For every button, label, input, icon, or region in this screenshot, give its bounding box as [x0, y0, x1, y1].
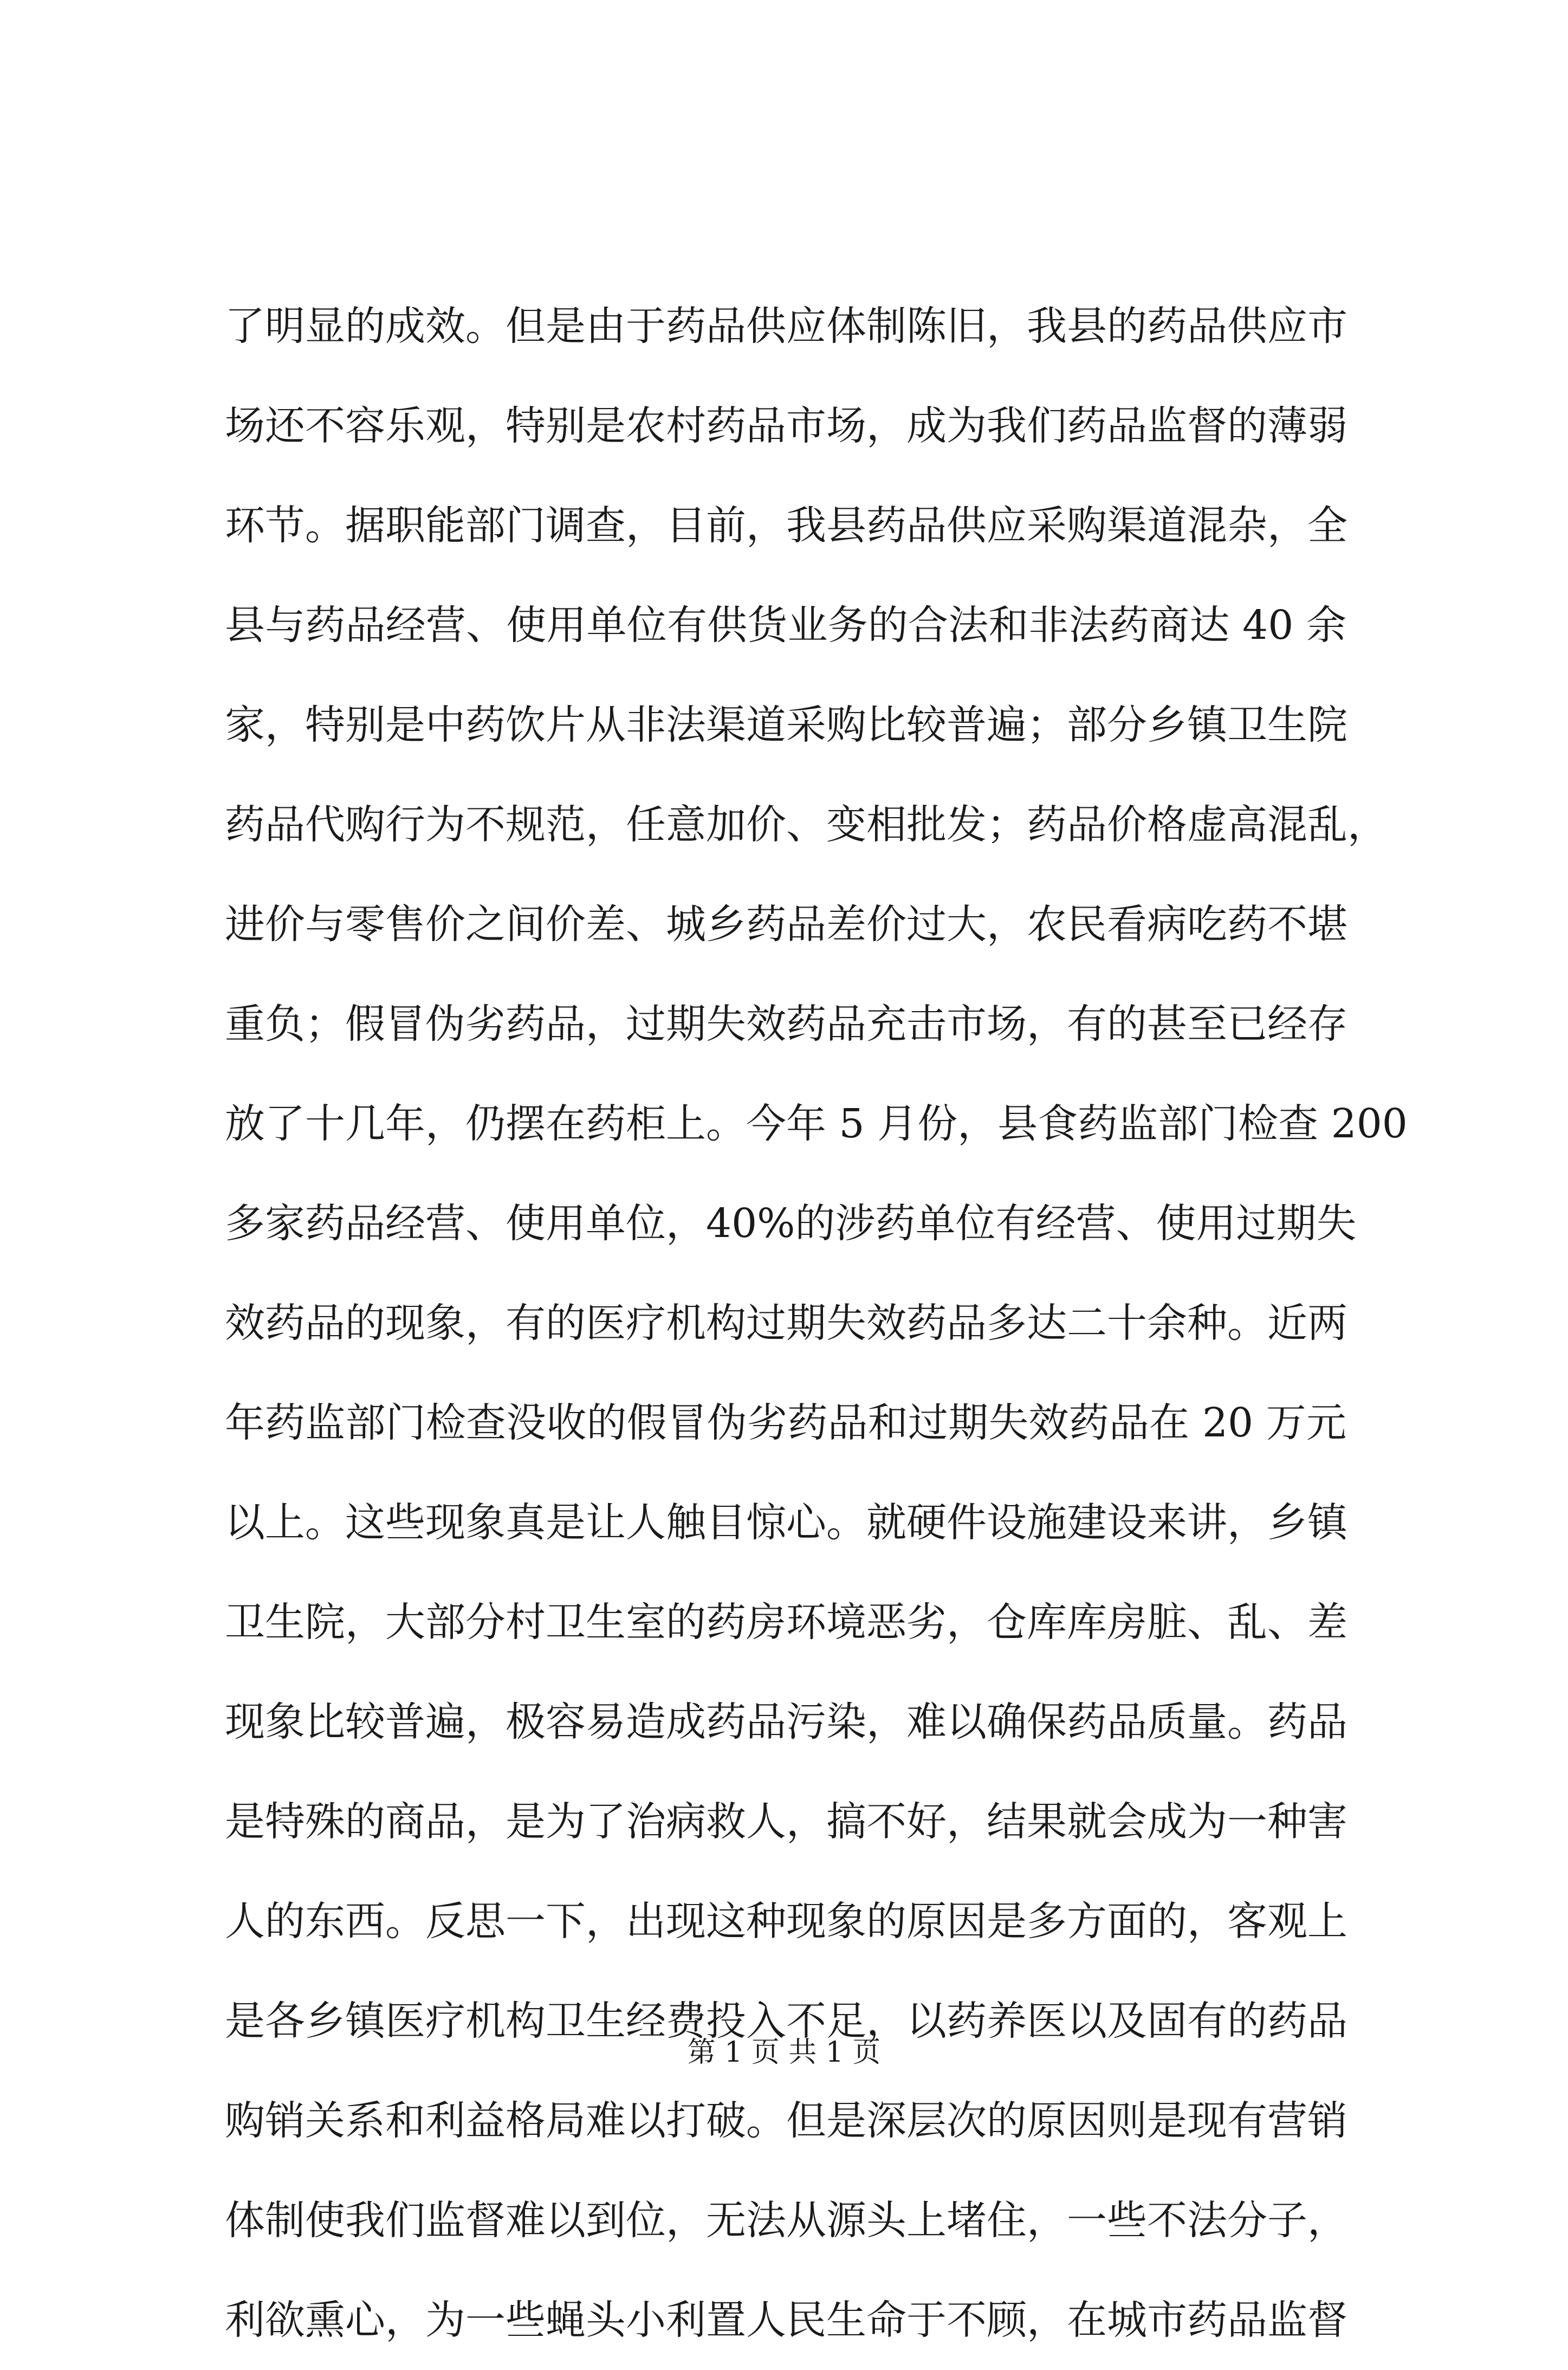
text-line: 购销关系和利益格局难以打破。但是深层次的原因则是现有营销	[225, 2097, 1347, 2144]
text-line: 是各乡镇医疗机构卫生经费投入不足，以药养医以及固有的药品	[225, 1998, 1347, 2044]
text-line: 家，特别是中药饮片从非法渠道采购比较普遍；部分乡镇卫生院	[225, 702, 1347, 748]
text-line: 重负；假冒伪劣药品，过期失效药品充击市场，有的甚至已经存	[225, 1001, 1347, 1047]
text-line: 环节。据职能部门调查，目前，我县药品供应采购渠道混杂，全	[225, 502, 1347, 549]
text-line: 是特殊的商品，是为了治病救人，搞不好，结果就会成为一种害	[225, 1798, 1347, 1845]
text-line: 年药监部门检查没收的假冒伪劣药品和过期失效药品在 20 万元	[225, 1400, 1346, 1446]
text-line: 卫生院，大部分村卫生室的药房环境恶劣，仓库库房脏、乱、差	[225, 1599, 1347, 1646]
text-line: 场还不容乐观，特别是农村药品市场，成为我们药品监督的薄弱	[225, 403, 1347, 449]
text-line: 了明显的成效。但是由于药品供应体制陈旧，我县的药品供应市	[225, 303, 1347, 349]
text-line: 多家药品经营、使用单位，40%的涉药单位有经营、使用过期失	[225, 1200, 1357, 1247]
text-line: 进价与零售价之间价差、城乡药品差价过大，农民看病吃药不堪	[225, 901, 1347, 948]
text-line: 效药品的现象，有的医疗机构过期失效药品多达二十余种。近两	[225, 1300, 1347, 1346]
text-line: 以上。这些现象真是让人触目惊心。就硬件设施建设来讲，乡镇	[225, 1499, 1347, 1546]
text-line: 人的东西。反思一下，出现这种现象的原因是多方面的，客观上	[225, 1898, 1347, 1945]
text-line: 体制使我们监督难以到位，无法从源头上堵住，一些不法分子，	[225, 2197, 1347, 2244]
text-line: 县与药品经营、使用单位有供货业务的合法和非法药商达 40 余	[225, 602, 1346, 649]
page-number-footer: 第 1 页 共 1 页	[687, 2036, 881, 2069]
text-line: 放了十几年，仍摆在药柜上。今年 5 月份，县食药监部门检查 200	[225, 1100, 1408, 1147]
text-line: 利欲熏心，为一些蝇头小利置人民生命于不顾，在城市药品监督	[225, 2297, 1347, 2343]
text-line: 药品代购行为不规范，任意加价、变相批发；药品价格虚高混乱，	[225, 801, 1388, 848]
text-line: 现象比较普遍，极容易造成药品污染，难以确保药品质量。药品	[225, 1699, 1347, 1745]
